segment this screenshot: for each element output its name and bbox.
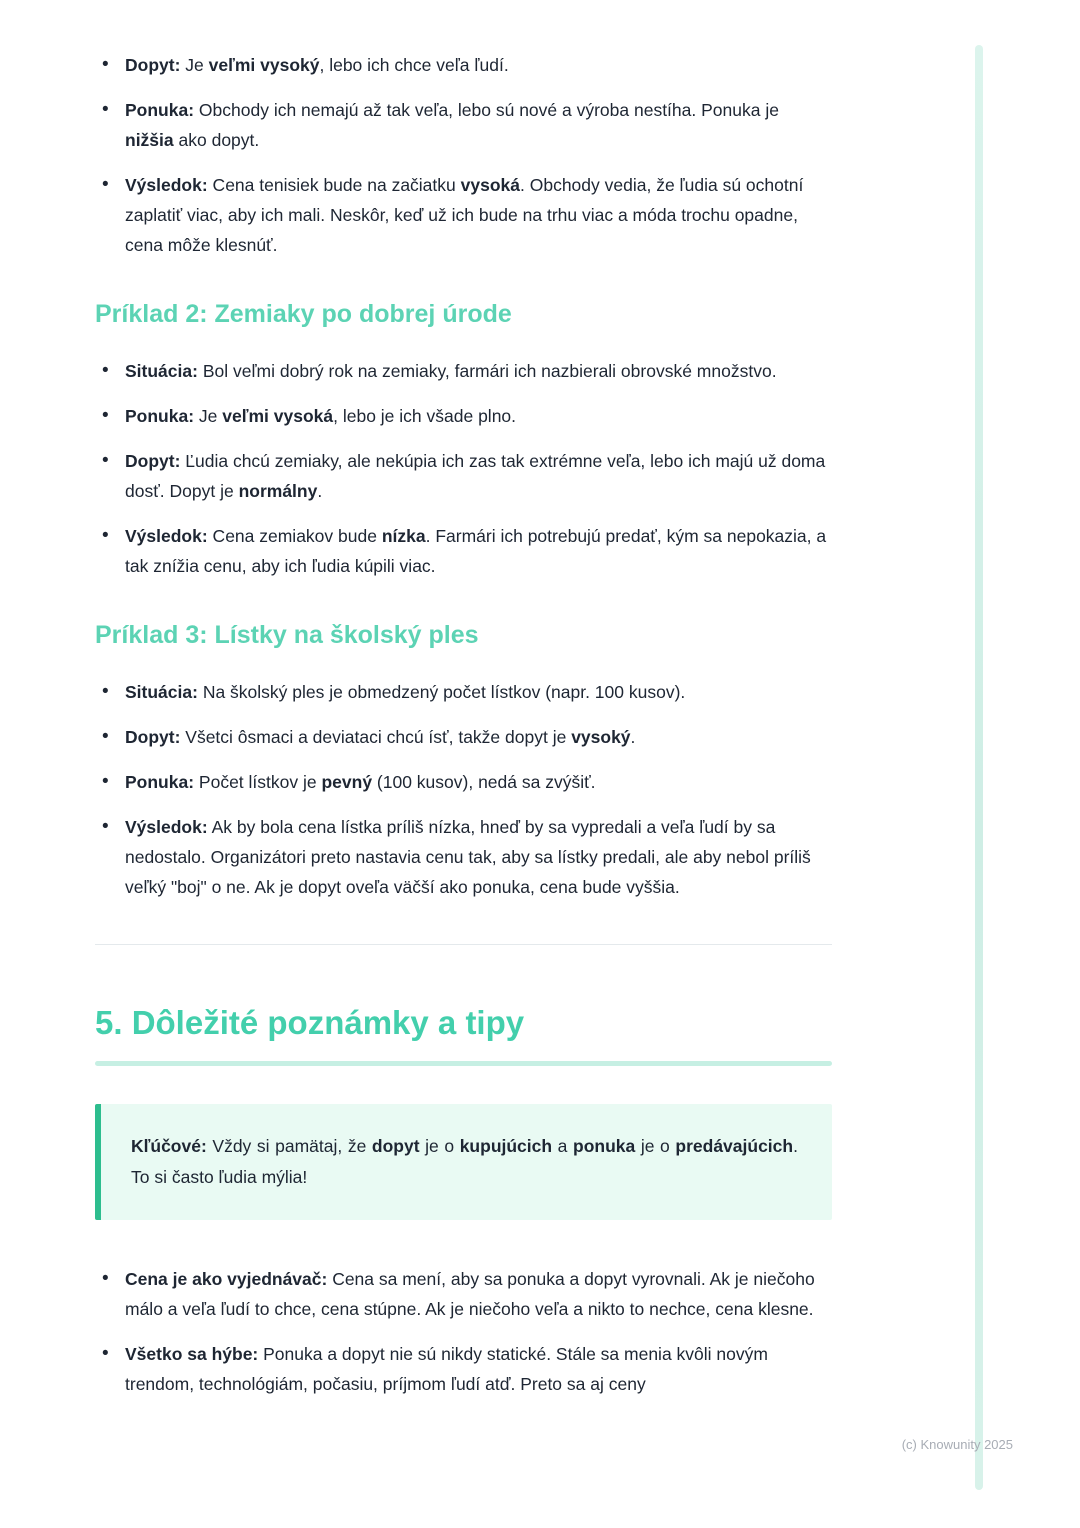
list-item: • Ponuka: Obchody ich nemajú až tak veľa, lebo sú nové a výroba nestíha. Ponuka je nižšia ako dopyt. bbox=[95, 95, 832, 155]
key-note-callout bbox=[95, 1104, 832, 1220]
heading-underline-bar bbox=[95, 1061, 832, 1066]
list-item: • Dopyt: Je veľmi vysoký, lebo ich chce veľa ľudí. bbox=[95, 50, 832, 80]
bullet-list-priklad-3 bbox=[95, 677, 832, 902]
section-heading-priklad-2: Príklad 2: Zemiaky po dobrej úrode bbox=[95, 300, 512, 328]
page-edge-accent-bar bbox=[975, 45, 983, 1490]
list-item: • Výsledok: Cena zemiakov bude nízka. Farmári ich potrebujú predať, kým sa nepokazia, a tak znížia cenu, aby ich ľudia kúpili viac. bbox=[95, 521, 832, 581]
list-item: • Dopyt: Ľudia chcú zemiaky, ale nekúpia ich zas tak extrémne veľa, lebo ich majú už doma dosť. Dopyt je normálny. bbox=[95, 446, 832, 506]
list-item: • Všetko sa hýbe: Ponuka a dopyt nie sú nikdy statické. Stále sa menia kvôli novým trendom, technológiám, počasiu, príjmom ľudí atď. Preto sa aj ceny bbox=[95, 1339, 832, 1399]
section-heading-5: 5. Dôležité poznámky a tipy bbox=[95, 1004, 525, 1041]
bullet-list-notes bbox=[95, 1264, 832, 1399]
list-item: • Výsledok: Ak by bola cena lístka príliš nízka, hneď by sa vypredali a veľa ľudí by sa nedostalo. Organizátori preto nastavia cenu tak, aby sa lístky predali, ale aby nebol príliš veľký "boj" o ne. Ak je dopyt oveľa väčší ako ponuka, cena bude vyššia. bbox=[95, 812, 832, 902]
list-item: • Situácia: Bol veľmi dobrý rok na zemiaky, farmári ich nazbierali obrovské množstvo. bbox=[95, 356, 832, 386]
document-page bbox=[95, 0, 832, 1399]
list-item: • Dopyt: Všetci ôsmaci a deviataci chcú ísť, takže dopyt je vysoký. bbox=[95, 722, 832, 752]
list-item: • Výsledok: Cena tenisiek bude na začiatku vysoká. Obchody vedia, že ľudia sú ochotní zaplatiť viac, aby ich mali. Neskôr, keď už ich bude na trhu viac a móda trochu opadne, cena môže klesnúť. bbox=[95, 170, 832, 260]
list-item: • Ponuka: Je veľmi vysoká, lebo je ich všade plno. bbox=[95, 401, 832, 431]
list-item: • Cena je ako vyjednávač: Cena sa mení, aby sa ponuka a dopyt vyrovnali. Ak je niečoho málo a veľa ľudí to chce, cena stúpne. Ak je niečoho veľa a nikto to nechce, cena klesne. bbox=[95, 1264, 832, 1324]
list-item: • Ponuka: Počet lístkov je pevný (100 kusov), nedá sa zvýšiť. bbox=[95, 767, 832, 797]
section-heading-priklad-3: Príklad 3: Lístky na školský ples bbox=[95, 621, 479, 649]
callout-text: Kľúčové: Vždy si pamätaj, že dopyt je o kupujúcich a ponuka je o predávajúcich. To si často ľudia mýlia! bbox=[131, 1136, 798, 1187]
copyright-watermark: (c) Knowunity 2025 bbox=[901, 1437, 1013, 1452]
bullet-list-priklad-2 bbox=[95, 356, 832, 581]
list-item: • Situácia: Na školský ples je obmedzený počet lístkov (napr. 100 kusov). bbox=[95, 677, 832, 707]
bullet-list-intro bbox=[95, 50, 832, 260]
section-divider bbox=[95, 944, 832, 945]
